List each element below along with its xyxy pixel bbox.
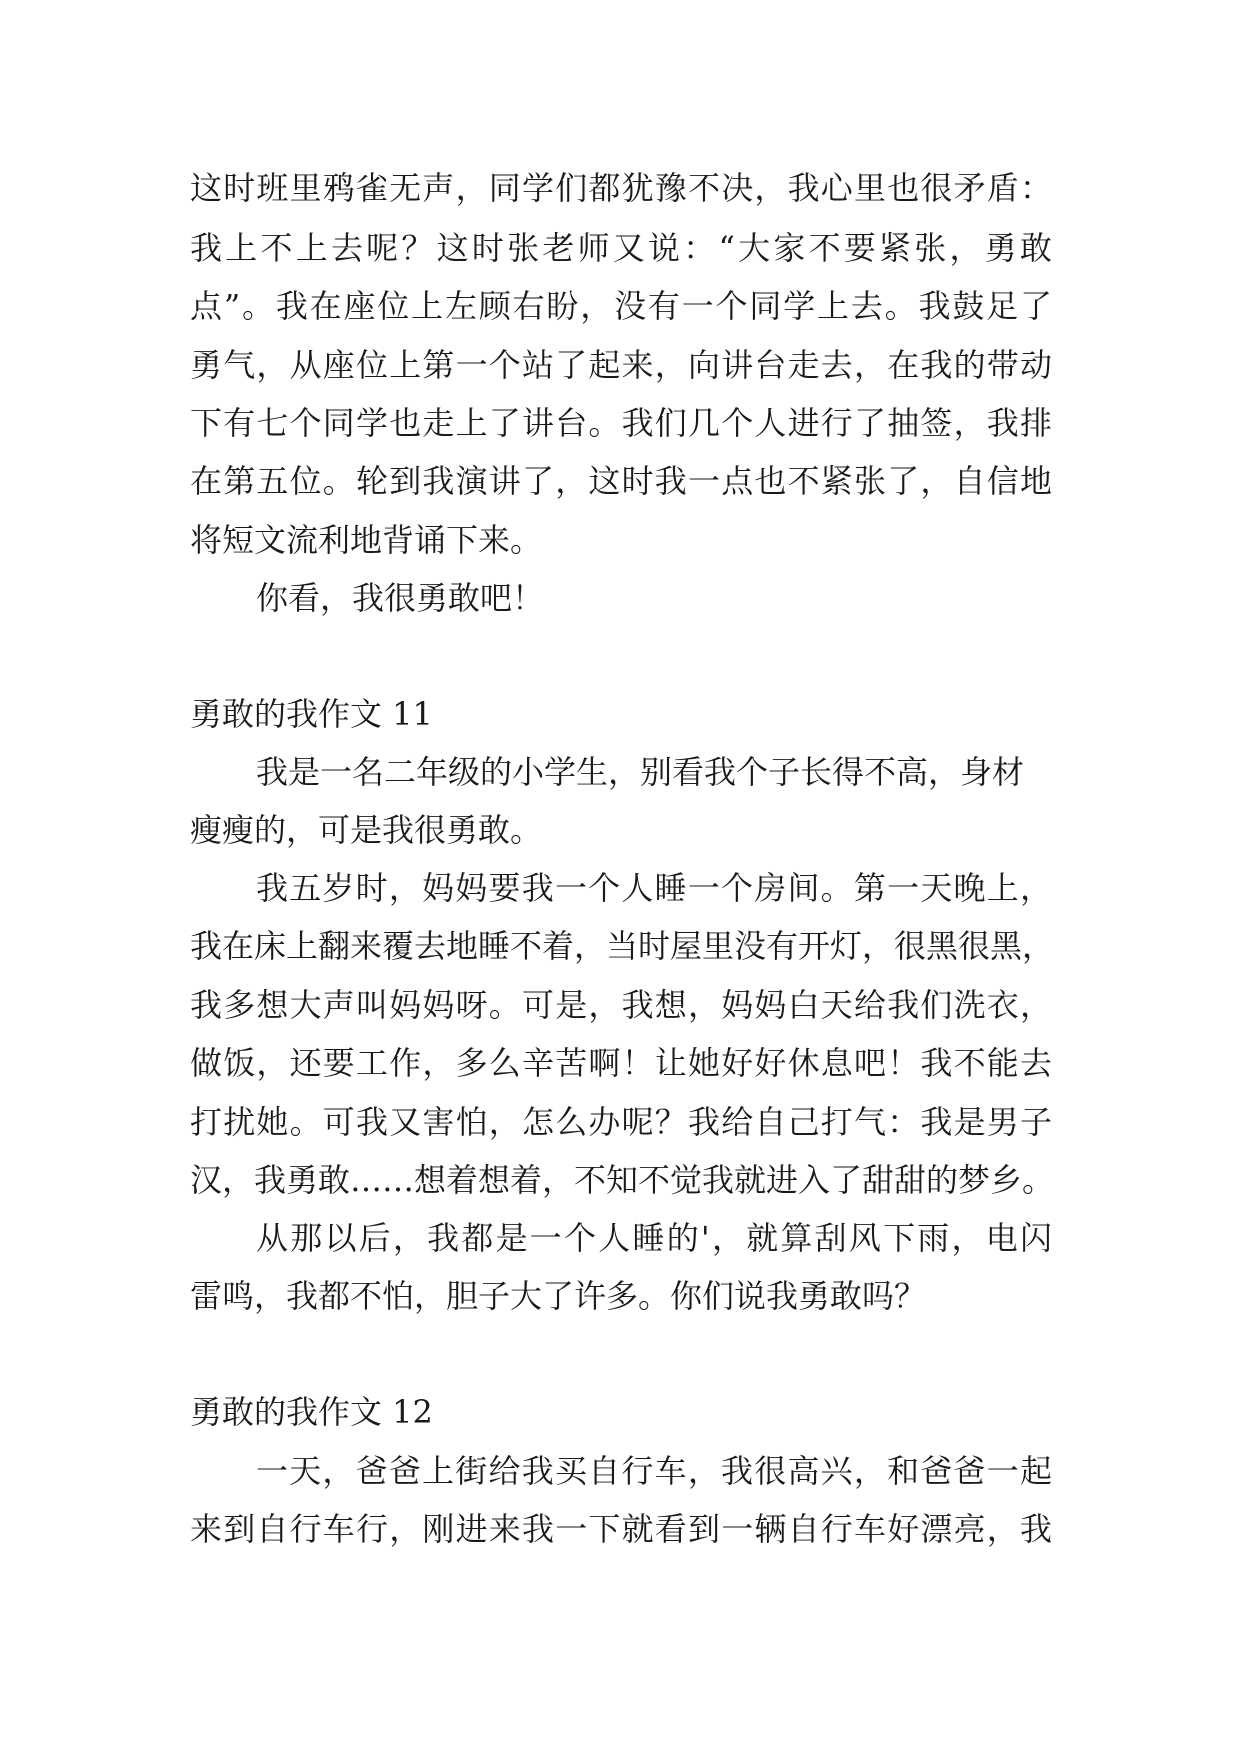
text-line: 下有七个同学也走上了讲台。我们几个人进行了抽签，我排 xyxy=(190,404,1052,442)
text-line: 我在床上翻来覆去地睡不着，当时屋里没有开灯，很黑很黑， xyxy=(190,927,1055,965)
text-line: 从那以后，我都是一个人睡的'，就算刮风下雨，电闪 xyxy=(256,1219,1052,1257)
text-line: 打扰她。可我又害怕，怎么办呢？我给自己打气：我是男子 xyxy=(190,1103,1052,1141)
text-line: 雷鸣，我都不怕，胆子大了许多。你们说我勇敢吗？ xyxy=(190,1277,927,1315)
text-line: 将短文流利地背诵下来。 xyxy=(190,521,543,559)
text-line: 瘦瘦的，可是我很勇敢。 xyxy=(190,811,543,849)
text-line: 我多想大声叫妈妈呀。可是，我想，妈妈白天给我们洗衣， xyxy=(190,986,1052,1024)
text-line: 点”。我在座位上左顾右盼，没有一个同学上去。我鼓足了 xyxy=(190,287,1052,325)
text-line: 做饭，还要工作，多么辛苦啊！让她好好休息吧！我不能去 xyxy=(190,1044,1052,1082)
text-line: 汉，我勇敢……想着想着，不知不觉我就进入了甜甜的梦乡。 xyxy=(190,1161,1055,1199)
text-line: 我是一名二年级的小学生，别看我个子长得不高，身材 xyxy=(256,753,1025,791)
section-heading: 勇敢的我作文 12 xyxy=(190,1393,433,1431)
text-line: 来到自行车行，刚进来我一下就看到一辆自行车好漂亮，我 xyxy=(190,1510,1052,1548)
text-line: 这时班里鸦雀无声，同学们都犹豫不决，我心里也很矛盾： xyxy=(190,169,1052,207)
text-line: 我五岁时，妈妈要我一个人睡一个房间。第一天晚上， xyxy=(256,869,1052,907)
text-line: 一天，爸爸上街给我买自行车，我很高兴，和爸爸一起 xyxy=(256,1452,1052,1490)
text-line: 勇气，从座位上第一个站了起来，向讲台走去，在我的带动 xyxy=(190,346,1052,384)
section-heading: 勇敢的我作文 11 xyxy=(190,695,433,733)
text-line: 你看，我很勇敢吧！ xyxy=(256,579,545,617)
text-line: 我上不上去呢？这时张老师又说：“大家不要紧张，勇敢 xyxy=(190,229,1052,267)
text-line: 在第五位。轮到我演讲了，这时我一点也不紧张了，自信地 xyxy=(190,462,1052,500)
